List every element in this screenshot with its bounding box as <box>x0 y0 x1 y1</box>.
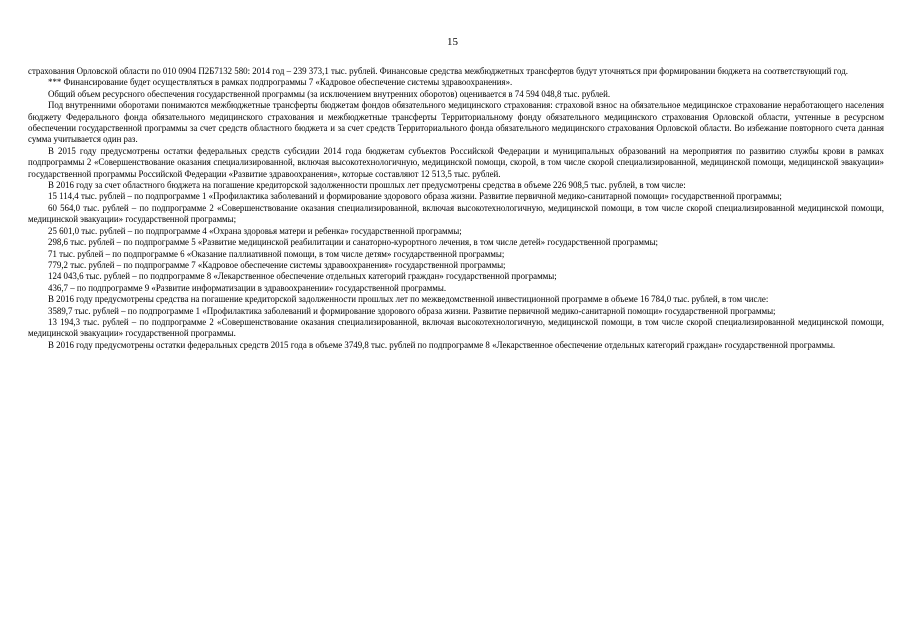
paragraph: Общий объем ресурсного обеспечения государственной программы (за исключением внутренних оборотов) оценивается в 74 594 048,8 тыс. рублей. <box>48 88 611 99</box>
list-item: 436,7 – по подпрограмме 9 «Развитие информатизации в здравоохранении» государственной программы. <box>48 282 447 293</box>
list-item: 15 114,4 тыс. рублей – по подпрограмме 1 «Профилактика заболеваний и формирование здорового образа жизни. Развитие первичной медико-санитарной помощи» государственной программы; <box>48 191 782 202</box>
document-body <box>28 66 884 351</box>
list-item: 71 тыс. рублей – по подпрограмме 6 «Оказание паллиативной помощи, в том числе детям» государственной программы; <box>48 248 505 259</box>
paragraph: В 2016 году предусмотрены остатки федеральных средств 2015 года в объеме 3749,8 тыс. рублей по подпрограмме 8 «Лекарственное обеспечение отдельных категорий граждан» государственной программы. <box>48 339 836 350</box>
paragraph: В 2015 году предусмотрены остатки федеральных средств субсидии 2014 года бюджетам субъектов Российской Федерации и муниципальных образований на мероприятия по развитию службы крови в рамках подпрограммы 2 «Совершенствование оказания специализированной, включая высокотехнологичную, медицинской помощи, скорой, в том числе скорой специализированной, медицинской помощи, медицинской эвакуации» государственной программы Российской Федерации «Развитие здравоохранения», которые составляют 12 513,5 тыс. рублей. <box>28 145 884 179</box>
list-item: 298,6 тыс. рублей – по подпрограмме 5 «Развитие медицинской реабилитации и санаторно-курортного лечения, в том числе детей» государственной программы; <box>48 237 659 248</box>
list-item: 124 043,6 тыс. рублей – по подпрограмме 8 «Лекарственное обеспечение отдельных категорий граждан» государственной программы; <box>48 271 557 282</box>
page-number: 15 <box>447 36 458 48</box>
paragraph: Под внутренними оборотами понимаются межбюджетные трансферты бюджетам фондов обязательного медицинского страхования: страховой взнос на обязательное медицинское страхование неработающего населения бюджету Федерального фонда обязательного медицинского страхования и межбюджетные трансферты Территориальному фонду обязательного медицинского страхования Орловской области, учтенные в ресурсном обеспечении государственной программы за счет средств областного бюджета и за счет средств Территориального фонда обязательного медицинского страхования Орловской области. Во избежание повторного счета данная сумма учитывается один раз. <box>28 100 884 145</box>
list-item: 3589,7 тыс. рублей – по подпрограмме 1 «Профилактика заболеваний и формирование здорового образа жизни. Развитие первичной медико-санитарной помощи» государственной программы; <box>48 305 776 316</box>
paragraph: В 2016 году за счет областного бюджета на погашение кредиторской задолженности прошлых лет предусмотрены средства в объеме 226 908,5 тыс. рублей, в том числе: <box>48 180 686 191</box>
list-item: 25 601,0 тыс. рублей – по подпрограмме 4 «Охрана здоровья матери и ребенка» государственной программы; <box>48 225 462 236</box>
list-item: 60 564,0 тыс. рублей – по подпрограмме 2 «Совершенствование оказания специализированной, включая высокотехнологичную, медицинской помощи, в том числе скорой специализированной медицинской помощи, медицинской эвакуации» государственной программы; <box>28 202 884 225</box>
list-item: 779,2 тыс. рублей – по подпрограмме 7 «Кадровое обеспечение системы здравоохранения» государственной программы; <box>48 259 506 270</box>
list-item: 13 194,3 тыс. рублей – по подпрограмме 2 «Совершенствование оказания специализированной, включая высокотехнологичную, медицинской помощи, в том числе скорой специализированной медицинской помощи, медицинской эвакуации» государственной программы. <box>28 316 884 339</box>
paragraph: страхования Орловской области по 010 0904 П2Б7132 580: 2014 год – 239 373,1 тыс. рублей. Финансовые средства межбюджетных трансфертов будут уточняться при формировании бюджета на соответствующий год. <box>28 66 848 76</box>
paragraph: В 2016 году предусмотрены средства на погашение кредиторской задолженности прошлых лет по межведомственной инвестиционной программе в объеме 16 784,0 тыс. рублей, в том числе: <box>48 294 769 305</box>
footnote-paragraph: *** Финансирование будет осуществляться в рамках подпрограммы 7 «Кадровое обеспечение системы здравоохранения». <box>48 77 513 88</box>
